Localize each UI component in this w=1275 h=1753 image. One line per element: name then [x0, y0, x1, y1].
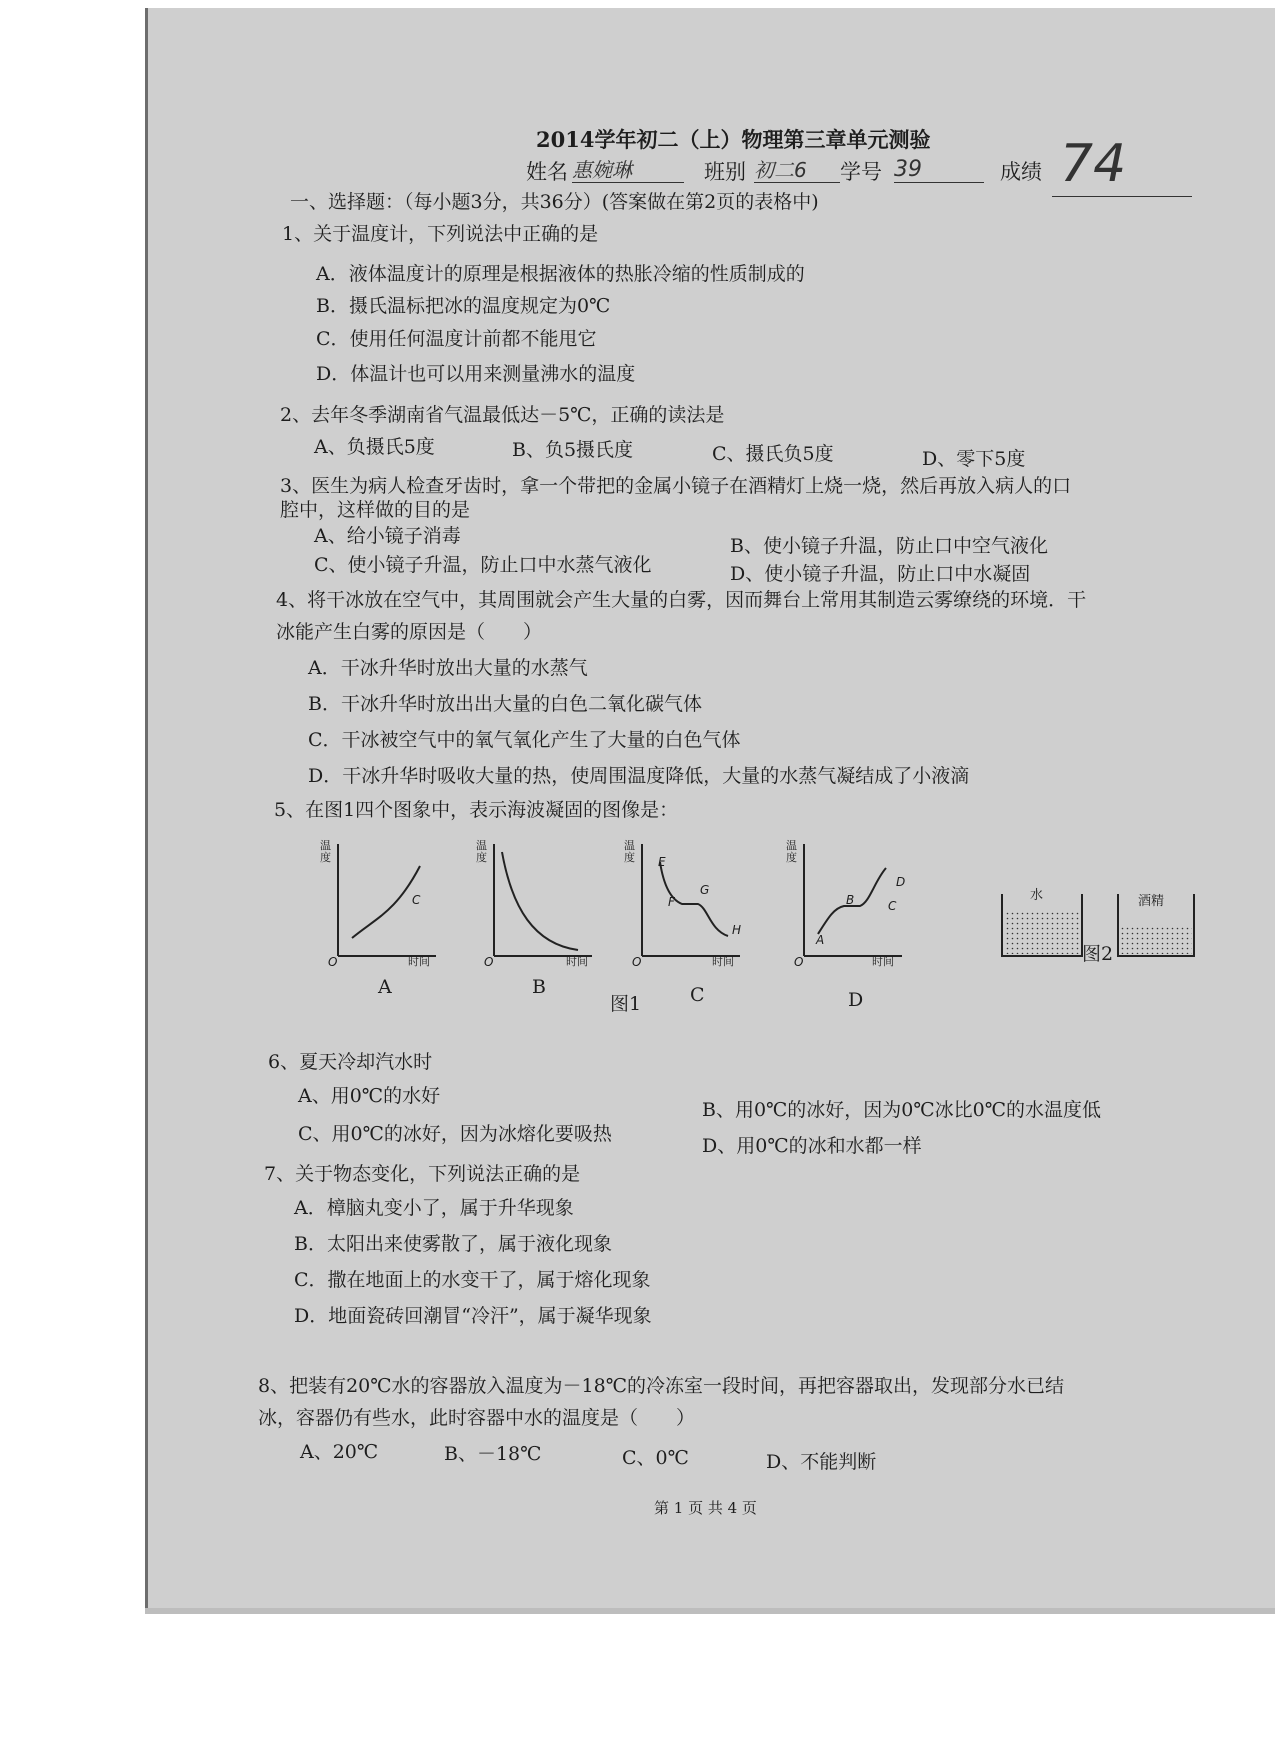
q3-stem-line1: 3、医生为病人检查牙齿时，拿一个带把的金属小镜子在酒精灯上烧一烧，然后再放入病人的口 — [280, 475, 1072, 497]
q8-option-c: C、0℃ — [622, 1447, 689, 1469]
figure2-alcohol-label: 酒精 — [1138, 894, 1165, 909]
q4-stem-line2: 冰能产生白雾的原因是（ ） — [276, 621, 543, 643]
graph-c-axis-y: 温度 — [624, 839, 635, 864]
student-id-value: 39 — [894, 158, 984, 183]
q3-option-b: B、使小镜子升温，防止口中空气液化 — [730, 535, 1048, 557]
graph-c-label: C — [690, 984, 705, 1006]
q3-option-c: C、使小镜子升温，防止口中水蒸气液化 — [314, 554, 652, 576]
q7-option-d: D．地面瓷砖回潮冒“冷汗”，属于凝华现象 — [294, 1305, 652, 1327]
q8-option-a: A、20℃ — [300, 1441, 379, 1463]
score-underline — [1052, 196, 1192, 197]
graph-a-origin: O — [328, 955, 338, 969]
graph-b-origin: O — [484, 955, 494, 969]
q3-option-d: D、使小镜子升温，防止口中水凝固 — [730, 563, 1031, 585]
q1-option-b: B．摄氏温标把冰的温度规定为0℃ — [316, 295, 611, 317]
q5-stem: 5、在图1四个图象中，表示海波凝固的图像是： — [274, 799, 679, 821]
q1-option-d: D．体温计也可以用来测量沸水的温度 — [316, 363, 636, 385]
class-label: 班别 — [704, 160, 746, 184]
graph-b-axis-x: 时间 — [566, 955, 588, 968]
page-footer: 第 1 页 共 4 页 — [654, 1499, 757, 1517]
q7-stem: 7、关于物态变化，下列说法正确的是 — [264, 1163, 581, 1185]
graph-d-point-d: D — [896, 875, 906, 889]
q2-stem: 2、去年冬季湖南省气温最低达－5℃，正确的读法是 — [280, 404, 725, 426]
graph-b-label: B — [532, 976, 546, 998]
paper-edge — [145, 1608, 1275, 1614]
name-value: 惠婉琳 — [572, 158, 684, 183]
graph-d-axis-x: 时间 — [872, 955, 894, 968]
graph-c-point-h: H — [732, 923, 742, 937]
q4-option-d: D．干冰升华时吸收大量的热，使周围温度降低，大量的水蒸气凝结成了小液滴 — [308, 765, 970, 787]
q1-stem: 1、关于温度计，下列说法中正确的是 — [282, 223, 599, 245]
student-id-label: 学号 — [840, 160, 882, 184]
graph-d-axis-y: 温度 — [786, 839, 797, 864]
q8-option-d: D、不能判断 — [766, 1451, 877, 1473]
q7-option-c: C．撒在地面上的水变干了，属于熔化现象 — [294, 1269, 651, 1291]
q4-option-b: B．干冰升华时放出出大量的白色二氧化碳气体 — [308, 693, 702, 715]
figure2-water-label: 水 — [1030, 888, 1044, 903]
q8-stem-line2: 冰，容器仍有些水，此时容器中水的温度是（ ） — [258, 1407, 696, 1429]
q6-option-a: A、用0℃的水好 — [298, 1085, 441, 1107]
q3-stem-line2: 腔中，这样做的目的是 — [280, 499, 471, 521]
score-label: 成绩 — [1000, 160, 1042, 184]
graph-c-point-f: F — [668, 895, 675, 909]
graph-d-point-a: A — [816, 933, 825, 947]
q1-option-c: C．使用任何温度计前都不能甩它 — [316, 328, 597, 350]
graph-c-point-g: G — [700, 883, 710, 897]
q4-option-a: A．干冰升华时放出大量的水蒸气 — [308, 657, 588, 679]
graph-c-axis-x: 时间 — [712, 955, 734, 968]
q2-option-c: C、摄氏负5度 — [712, 443, 834, 465]
name-label: 姓名 — [526, 160, 568, 184]
graph-c-point-e: E — [658, 855, 666, 869]
q4-stem-line1: 4、将干冰放在空气中，其周围就会产生大量的白雾，因而舞台上常用其制造云雾缭绕的环境．干 — [276, 589, 1087, 611]
score-value: 74 — [1060, 134, 1127, 194]
graph-d-label: D — [848, 989, 864, 1011]
q6-option-d: D、用0℃的冰和水都一样 — [702, 1135, 922, 1157]
q7-option-a: A．樟脑丸变小了，属于升华现象 — [294, 1197, 574, 1219]
q2-option-a: A、负摄氏5度 — [314, 436, 435, 458]
exam-title: 2014学年初二（上）物理第三章单元测验 — [536, 127, 931, 152]
graph-a-curve-label: C — [412, 893, 421, 907]
figure2-caption: 图2 — [1082, 943, 1114, 965]
graph-a-axis-x: 时间 — [408, 955, 430, 968]
q6-option-c: C、用0℃的冰好，因为冰熔化要吸热 — [298, 1123, 612, 1145]
graph-d-origin: O — [794, 955, 804, 969]
q7-option-b: B．太阳出来使雾散了，属于液化现象 — [294, 1233, 612, 1255]
q3-option-a: A、给小镜子消毒 — [314, 525, 461, 547]
section1-heading: 一、选择题：（每小题3分，共36分）(答案做在第2页的表格中) — [290, 191, 819, 213]
q1-option-a: A．液体温度计的原理是根据液体的热胀冷缩的性质制成的 — [316, 263, 805, 285]
figure1-caption: 图1 — [610, 993, 642, 1015]
q8-option-b: B、－18℃ — [444, 1443, 542, 1465]
graph-a-axis-y: 温度 — [320, 839, 331, 864]
q2-option-b: B、负5摄氏度 — [512, 439, 634, 461]
q2-option-d: D、零下5度 — [922, 448, 1026, 470]
graph-a-label: A — [378, 976, 392, 998]
q6-stem: 6、夏天冷却汽水时 — [268, 1051, 433, 1073]
graph-c-origin: O — [632, 955, 642, 969]
q8-stem-line1: 8、把装有20℃水的容器放入温度为－18℃的冷冻室一段时间，再把容器取出，发现部分水已结 — [258, 1375, 1064, 1397]
class-value: 初二6 — [754, 158, 840, 183]
q4-option-c: C．干冰被空气中的氧气氧化产生了大量的白色气体 — [308, 729, 741, 751]
graph-d-point-b: B — [846, 893, 855, 907]
q6-option-b: B、用0℃的冰好，因为0℃冰比0℃的水温度低 — [702, 1099, 1101, 1121]
graph-d-point-c: C — [888, 899, 897, 913]
graph-b-axis-y: 温度 — [476, 839, 487, 864]
